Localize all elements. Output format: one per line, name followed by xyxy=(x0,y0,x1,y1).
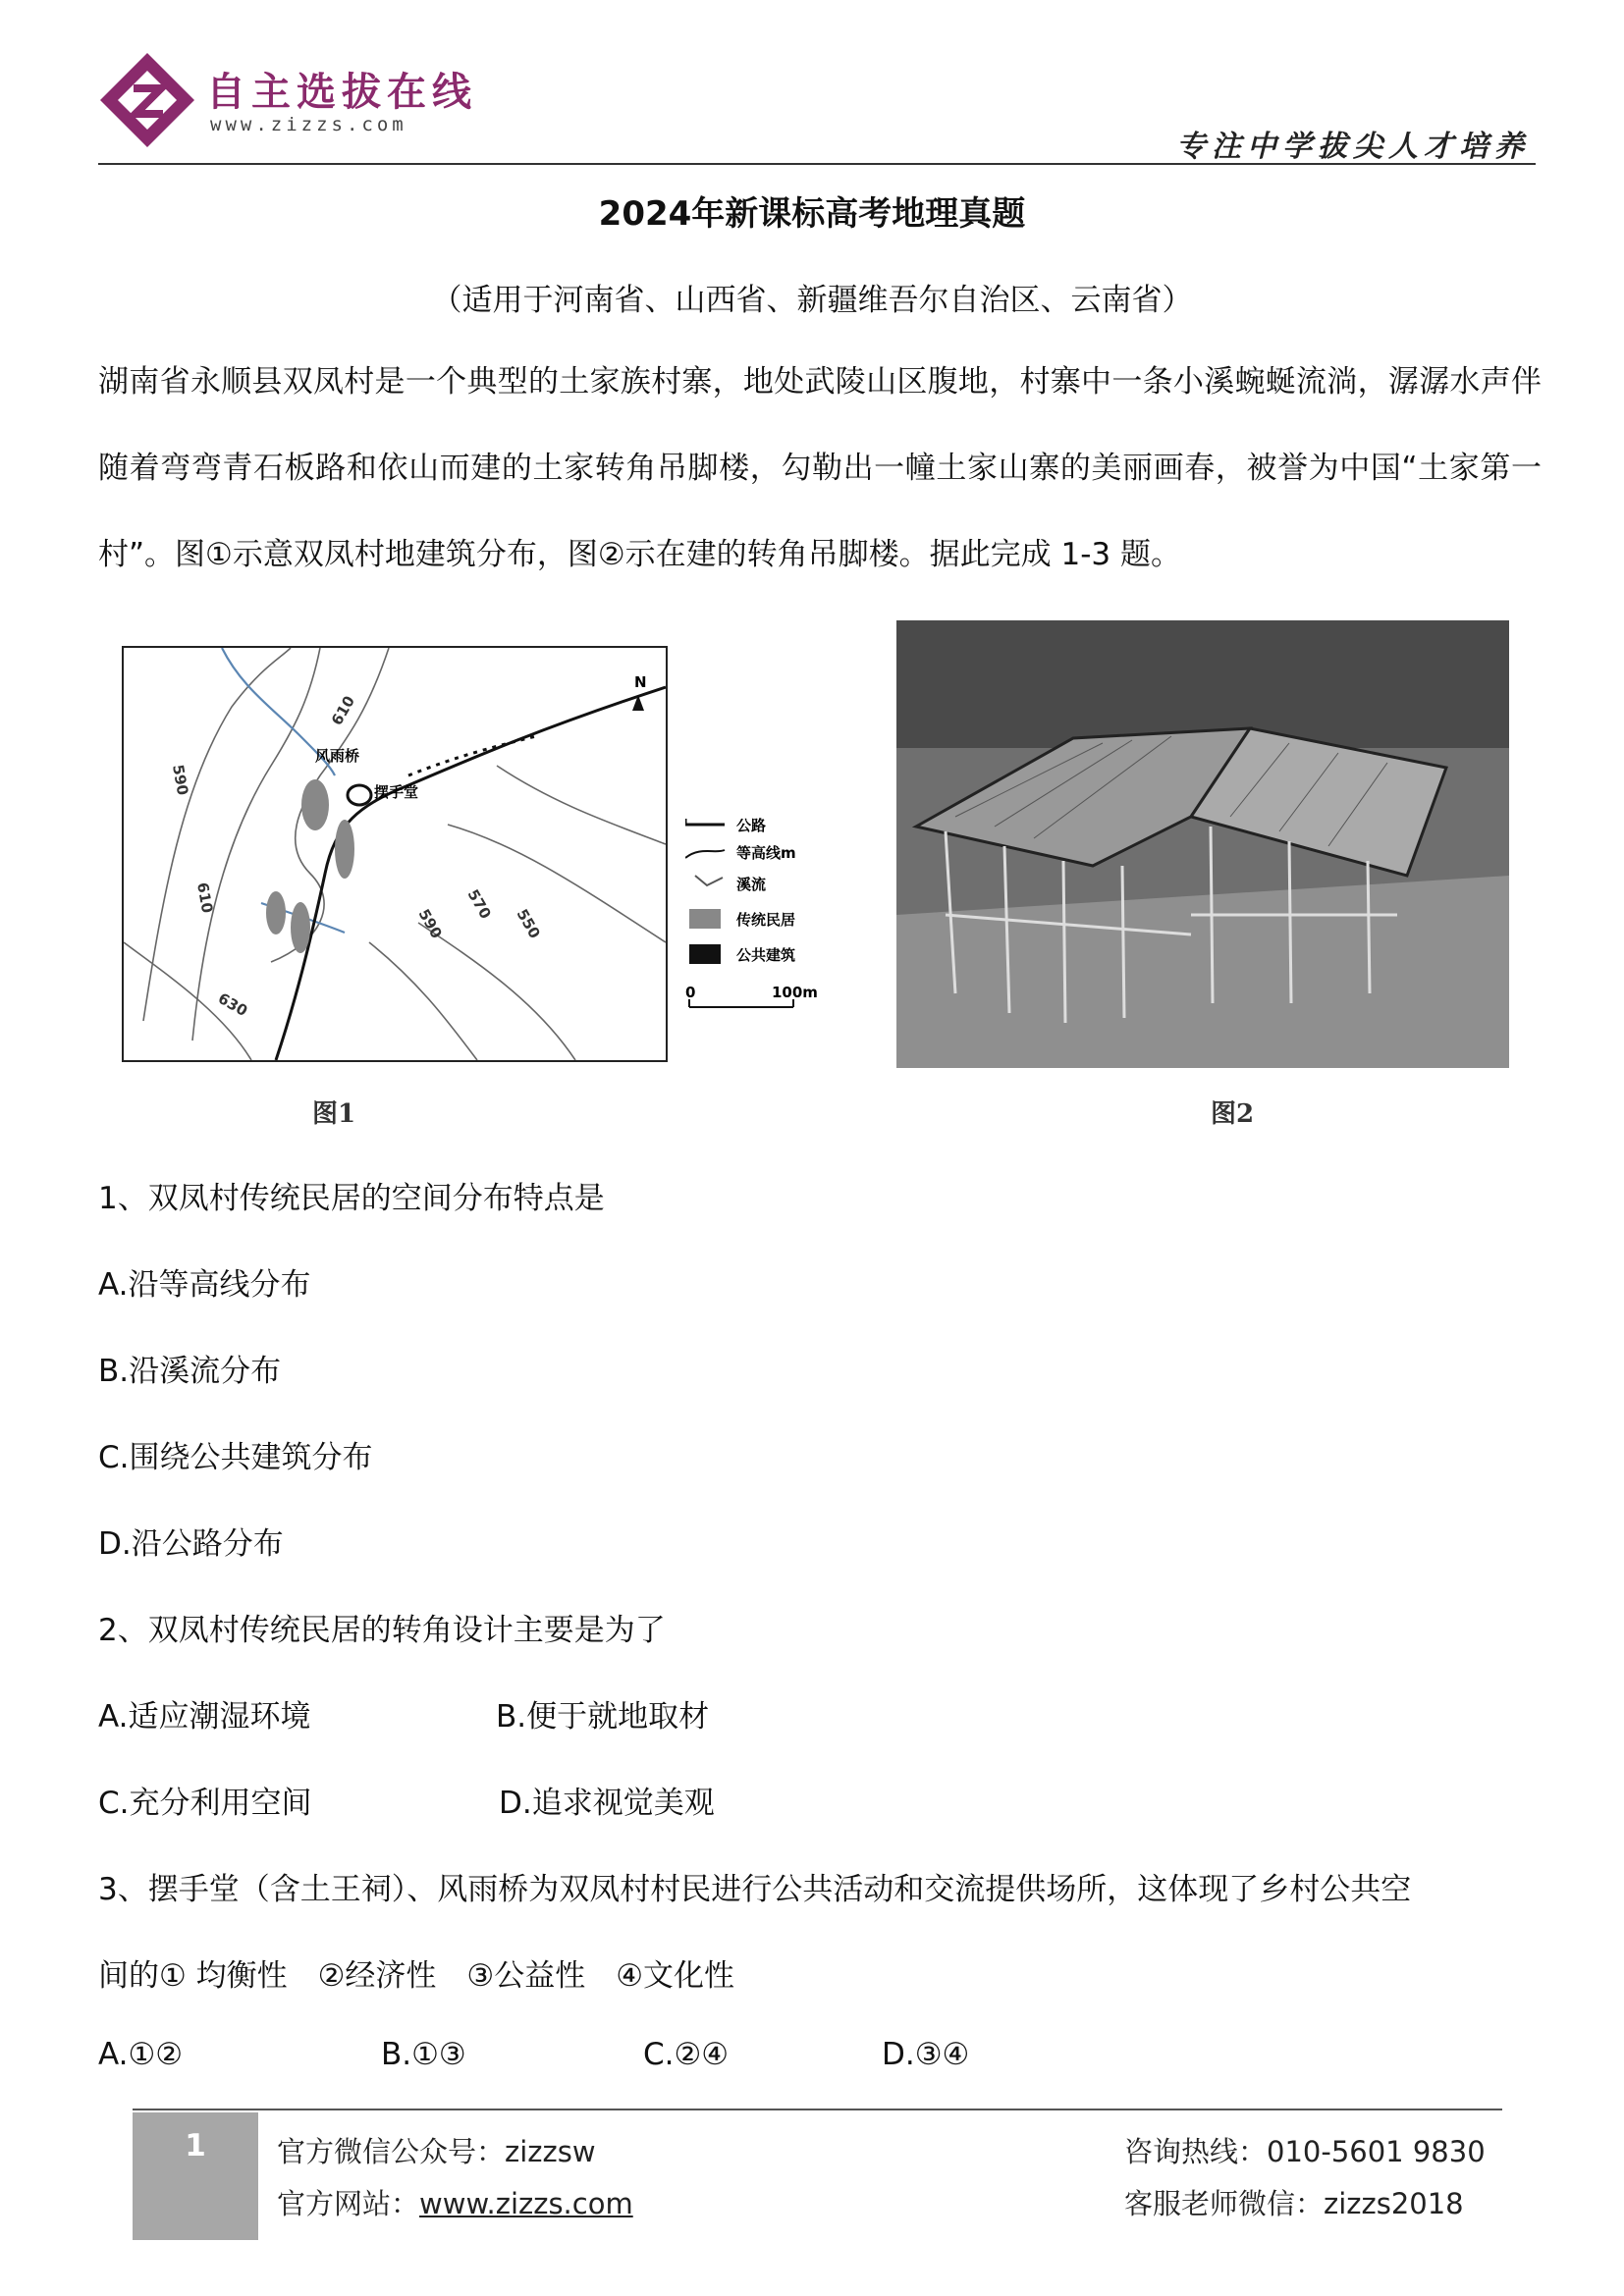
question-3-stem-line1: 3、摆手堂（含土王祠）、风雨桥为双凤村村民进行公共活动和交流提供场所，这体现了乡村公共空 xyxy=(98,1872,1412,1907)
question-3-option-b[interactable]: B.①③ xyxy=(381,2037,466,2072)
intro-paragraph: 湖南省永顺县双凤村是一个典型的土家族村寨，地处武陵山区腹地，村寨中一条小溪蜿蜒流淌，潺潺水声伴随着弯弯青石板路和依山而建的土家转角吊脚楼，勾勒出一幢土家山寨的美丽画春，被誉为中国“土家第一村”。图①示意双凤村地建筑分布，图②示在建的转角吊脚楼。据此完成 1-3 题。 xyxy=(98,364,1542,572)
map-label-hall: 摆手堂 xyxy=(374,783,419,801)
legend-houses: 传统民居 xyxy=(736,911,796,929)
question-1-option-b[interactable]: B.沿溪流分布 xyxy=(98,1354,282,1389)
north-arrow-label: N xyxy=(634,673,647,691)
figure-1-map xyxy=(116,638,862,1070)
footer-service-wechat: 客服老师微信：zizzs2018 xyxy=(1124,2187,1464,2220)
photo-drawing xyxy=(896,620,1509,1068)
brand-url: www.zizzs.com xyxy=(210,114,407,135)
map-legend xyxy=(685,815,862,1050)
question-2-option-d[interactable]: D.追求视觉美观 xyxy=(499,1786,715,1821)
question-2-option-a[interactable]: A.适应潮湿环境 xyxy=(98,1699,311,1735)
question-3-option-d[interactable]: D.③④ xyxy=(882,2037,970,2072)
map-frame xyxy=(122,646,668,1062)
footer-wechat-public: 官方微信公众号：zizzsw xyxy=(277,2135,596,2168)
page-subtitle: （适用于河南省、山西省、新疆维吾尔自治区、云南省） xyxy=(431,283,1193,318)
page-number: 1 xyxy=(185,2128,206,2163)
legend-public: 公共建筑 xyxy=(736,946,796,964)
question-1-stem: 1、双凤村传统民居的空间分布特点是 xyxy=(98,1181,605,1216)
question-1-option-d[interactable]: D.沿公路分布 xyxy=(98,1526,284,1562)
question-2-stem: 2、双凤村传统民居的转角设计主要是为了 xyxy=(98,1613,666,1648)
question-2-option-b[interactable]: B.便于就地取材 xyxy=(496,1699,710,1735)
footer-website-link[interactable]: www.zizzs.com xyxy=(419,2187,633,2220)
contour-label: 550 xyxy=(513,906,544,942)
footer-website xyxy=(277,2182,633,2222)
question-3-option-a[interactable]: A.①② xyxy=(98,2037,184,2072)
contour-label: 610 xyxy=(193,881,217,915)
contour-label: 590 xyxy=(414,906,446,942)
road-line xyxy=(276,687,666,1060)
traditional-houses xyxy=(266,779,354,953)
header-divider xyxy=(98,163,1536,165)
header-slogan: 专注中学拔尖人才培养 xyxy=(1176,130,1530,164)
map-label-bridge: 风雨桥 xyxy=(315,747,360,765)
figure-2-photo xyxy=(896,620,1509,1068)
footer-divider xyxy=(133,2109,1502,2110)
question-1-option-c[interactable]: C.围绕公共建筑分布 xyxy=(98,1440,373,1475)
contour-label: 630 xyxy=(215,988,251,1021)
footer-hotline: 咨询热线：010-5601 9830 xyxy=(1124,2135,1486,2168)
contour-label: 570 xyxy=(463,886,495,923)
legend-stream: 溪流 xyxy=(736,876,767,893)
scale-length: 100m xyxy=(772,984,818,1001)
legend-road: 公路 xyxy=(736,817,767,834)
logo-icon xyxy=(98,51,196,149)
question-3-stem-line2: 间的① 均衡性 ②经济性 ③公益性 ④文化性 xyxy=(98,1958,735,1994)
question-2-option-c[interactable]: C.充分利用空间 xyxy=(98,1786,312,1821)
legend-contour: 等高线m xyxy=(736,844,796,862)
contour-lines xyxy=(124,648,666,1060)
contour-label: 590 xyxy=(169,763,192,797)
map-drawing xyxy=(124,648,666,1060)
brand-name: 自主选拔在线 xyxy=(206,69,477,115)
question-1-option-a[interactable]: A.沿等高线分布 xyxy=(98,1267,311,1303)
contour-label: 610 xyxy=(327,692,359,728)
scale-zero: 0 xyxy=(685,984,696,1001)
public-building xyxy=(348,785,371,805)
question-3-option-c[interactable]: C.②④ xyxy=(643,2037,730,2072)
figure-2-caption: 图2 xyxy=(1211,1099,1255,1129)
footer-website-label: 官方网站： xyxy=(277,2187,420,2220)
figure-1-caption: 图1 xyxy=(312,1099,356,1129)
page-title: 2024年新课标高考地理真题 xyxy=(598,194,1026,234)
